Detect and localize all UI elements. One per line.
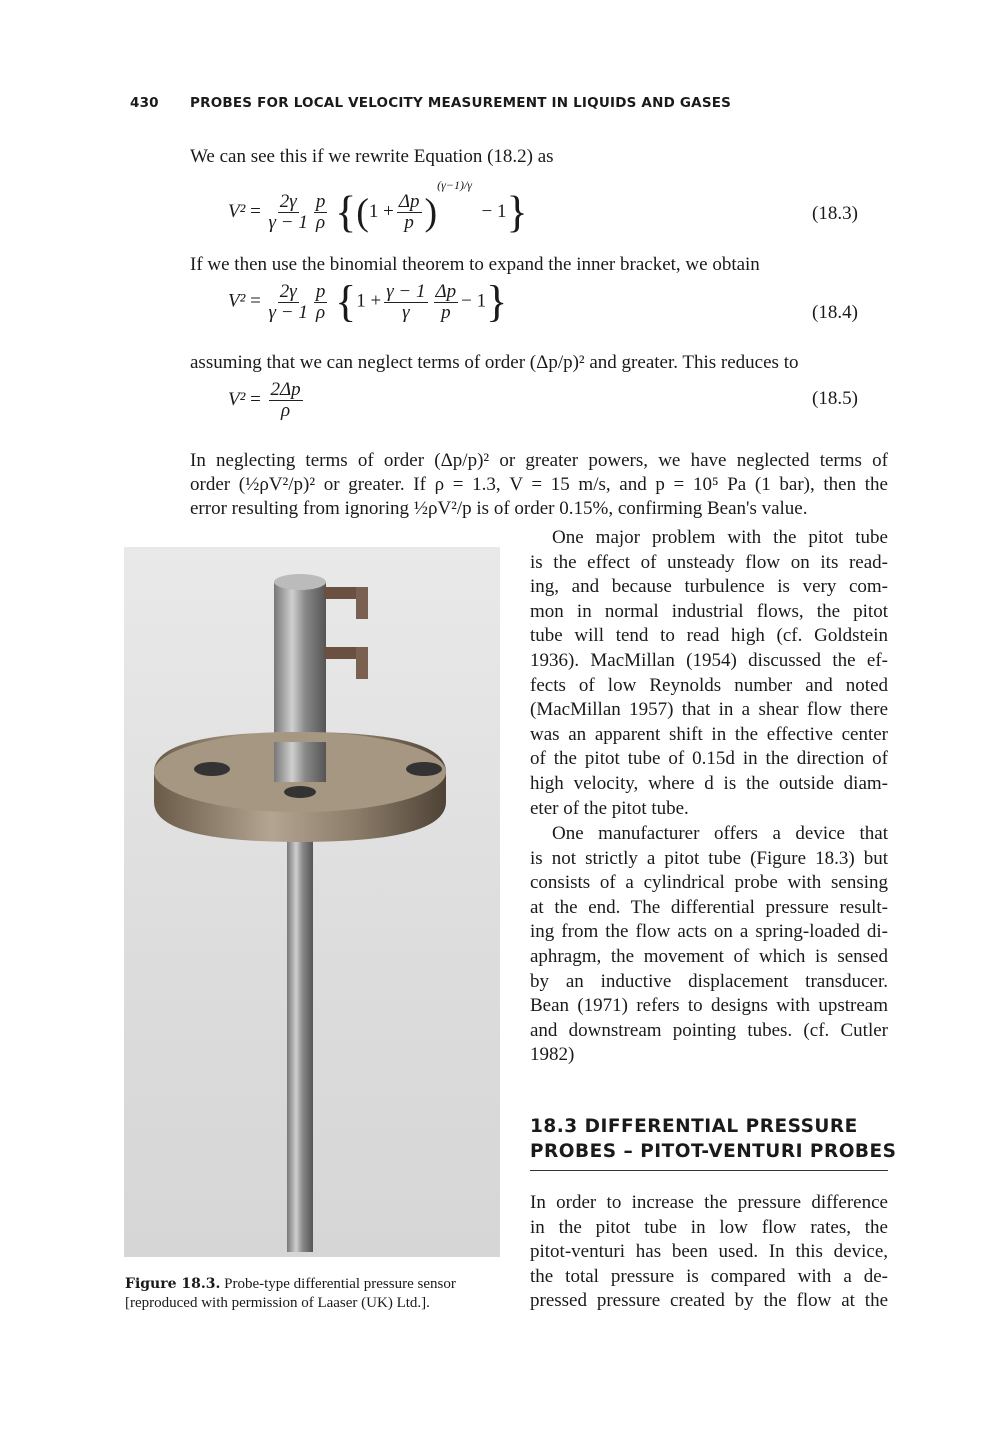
probe-illustration (124, 547, 500, 1257)
text-line: is not strictly a pitot tube (Figure 18.3) but (530, 847, 888, 869)
text-line: by an inductive displacement transducer. (530, 970, 888, 992)
running-title: PROBES FOR LOCAL VELOCITY MEASUREMENT IN LIQUIDS AND GASES (190, 95, 732, 111)
text-line: high velocity, where d is the outside diam- (530, 773, 888, 794)
equation-number: (18.5) (812, 388, 858, 409)
figure-photo-probe (124, 547, 500, 1257)
binomial-text: If we then use the binomial theorem to expand the inner bracket, we obtain (190, 254, 760, 275)
text-line: mon in normal industrial flows, the pitot (530, 600, 888, 622)
figure-caption: [reproduced with permission of Laaser (UK) Ltd.]. (125, 1295, 430, 1311)
text-line: is the effect of unsteady flow on its read- (530, 551, 888, 573)
text-line: in the pitot tube in low flow rates, the (530, 1216, 888, 1238)
text-line: Bean (1971) refers to designs with upstream (530, 995, 888, 1017)
text-line: pressed pressure created by the flow at the (530, 1290, 888, 1312)
text-line: was an apparent shift in the effective center (530, 723, 888, 745)
text-line: 1982) (530, 1044, 575, 1066)
text-line: at the end. The differential pressure result- (530, 896, 888, 918)
text-line: order (½ρV²/p)² or greater. If ρ = 1.3, V = 15 m/s, and p = 10⁵ Pa (1 bar), then the (190, 474, 888, 495)
text-line: (MacMillan 1957) that in a shear flow there (530, 699, 888, 721)
text-line: 1936). MacMillan (1954) discussed the ef- (530, 650, 888, 671)
text-line: and downstream pointing tubes. (cf. Cutler (530, 1019, 888, 1041)
text-line: fects of low Reynolds number and noted (530, 674, 888, 696)
text-line: ing from the flow acts on a spring-loaded di- (530, 921, 888, 943)
text-line: tube will tend to read high (cf. Goldstein (530, 625, 888, 647)
text-line: In order to increase the pressure difference (530, 1192, 888, 1213)
section-heading: 18.3 DIFFERENTIAL PRESSURE (530, 1116, 858, 1137)
text-line: of the pitot tube of 0.15d in the direction of (530, 748, 888, 770)
equation-number: (18.3) (812, 203, 858, 224)
section-heading: PROBES – PITOT-VENTURI PROBES (530, 1141, 897, 1162)
text-line: One manufacturer offers a device that (552, 823, 888, 844)
text-line: pitot-venturi has been used. In this device, (530, 1241, 888, 1263)
intro-text: We can see this if we rewrite Equation (18.2) as (190, 146, 554, 167)
figure-caption: Figure 18.3. Probe-type differential pressure sensor (125, 1276, 456, 1292)
text-line: ing, and because turbulence is very com- (530, 576, 888, 598)
section-rule (530, 1170, 888, 1171)
text-line: the total pressure is compared with a de- (530, 1265, 888, 1287)
text-line: In neglecting terms of order (Δp/p)² or greater powers, we have neglected terms of (190, 450, 888, 471)
text-line: One major problem with the pitot tube (552, 527, 888, 548)
text-line: error resulting from ignoring ½ρV²/p is of order 0.15%, confirming Bean's value. (190, 498, 808, 519)
text-line: aphragm, the movement of which is sensed (530, 946, 888, 967)
text-line: eter of the pitot tube. (530, 797, 689, 819)
equation-18-4: V² = $\frac{2\gamma}{\gamma - 1}$ $\frac{p}{\rho}$ {1 + $\frac{\gamma - 1}{\gamma}$ $\frac{\Delta p}{p}$ − 1} (228, 277, 508, 326)
equation-18-5: V² = $\frac{2\Delta p}{\rho}$ (228, 379, 301, 421)
equation-18-3: V² = $\frac{2\gamma}{\gamma - 1}$ $\frac{p}{\rho}$ {(1 + $\frac{\Delta p}{p}$ )$^{(\gamma-1)/\gamma}$ − 1} (228, 178, 528, 237)
page-number: 430 (130, 95, 159, 111)
equation-number: (18.4) (812, 302, 858, 323)
text-line: consists of a cylindrical probe with sensing (530, 872, 888, 894)
assuming-text: assuming that we can neglect terms of order (Δp/p)² and greater. This reduces to (190, 352, 799, 373)
